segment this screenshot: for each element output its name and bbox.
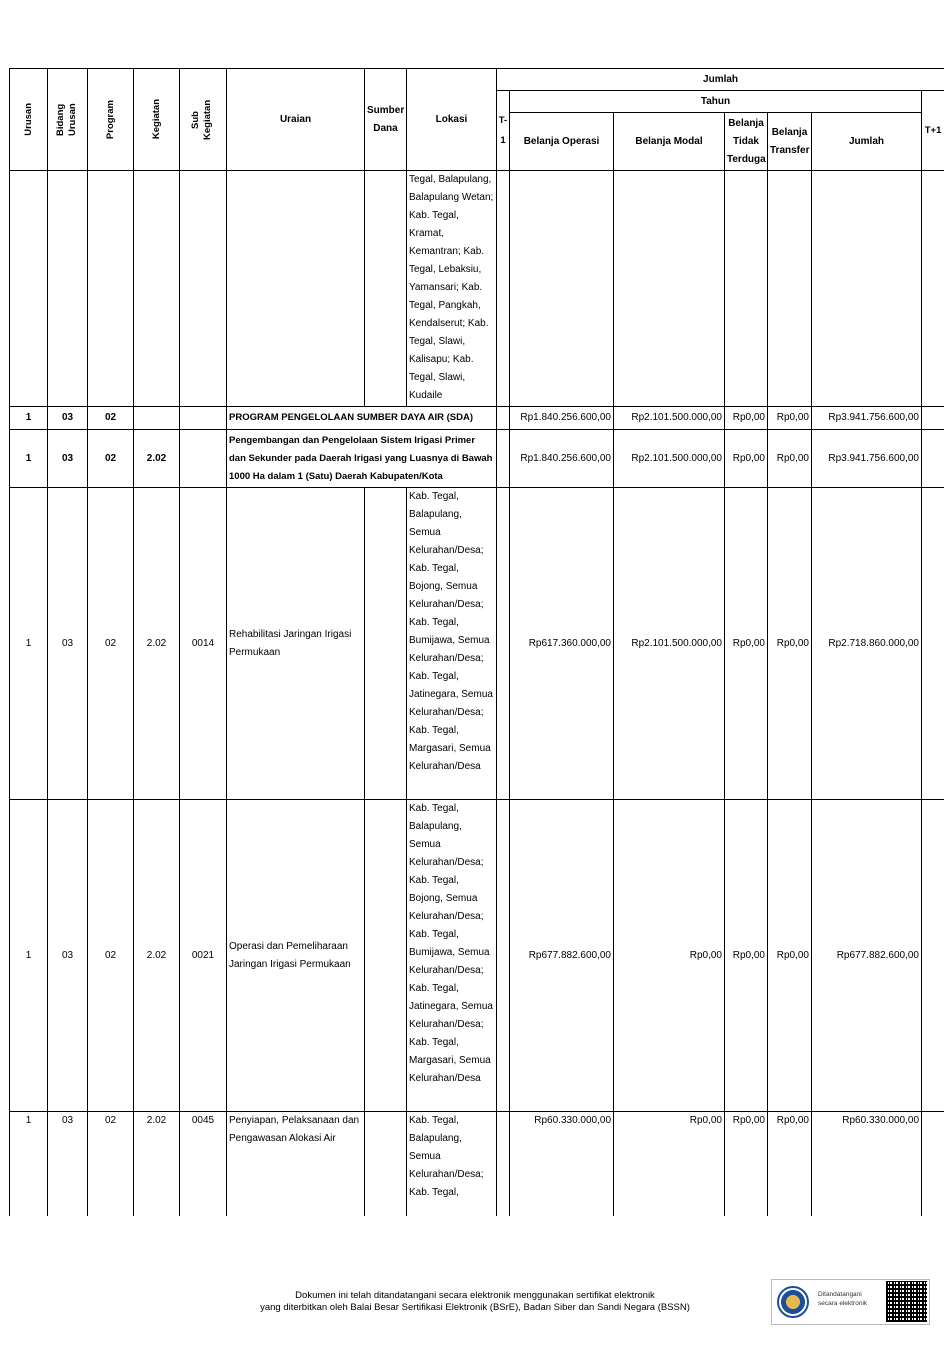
cell-program: 02 bbox=[88, 430, 134, 488]
cell-uraian: Operasi dan Pemeliharaan Jaringan Irigasi Permukaan bbox=[227, 800, 365, 1112]
cell-t-minus-1 bbox=[497, 1112, 510, 1217]
cell-jumlah: Rp2.718.860.000,00 bbox=[812, 488, 922, 800]
header-jumlah: Jumlah bbox=[812, 113, 922, 171]
table-row bbox=[10, 430, 945, 488]
e-signature-stamp bbox=[771, 1279, 930, 1325]
header-belanja-transfer: Belanja Transfer bbox=[768, 113, 812, 171]
cell-uraian: Pengembangan dan Pengelolaan Sistem Irigasi Primer dan Sekunder pada Daerah Irigasi yang Luasnya di Bawah 1000 Ha dalam 1 (Satu) Daerah Kabupaten/Kota bbox=[227, 430, 497, 488]
table-row bbox=[10, 800, 945, 1112]
header-tahun: Tahun bbox=[510, 91, 922, 113]
cell-sumber-dana bbox=[365, 800, 407, 1112]
cell-sumber-dana bbox=[365, 171, 407, 407]
cell-t-plus-1 bbox=[922, 407, 945, 430]
cell-t-minus-1 bbox=[497, 430, 510, 488]
cell-t-plus-1 bbox=[922, 171, 945, 407]
cell-belanja-operasi: Rp677.882.600,00 bbox=[510, 800, 614, 1112]
header-sub-kegiatan: Sub Kegiatan bbox=[180, 69, 227, 171]
cell-belanja-modal: Rp2.101.500.000,00 bbox=[614, 430, 725, 488]
cell-urusan: 1 bbox=[10, 430, 48, 488]
header-belanja-operasi: Belanja Operasi bbox=[510, 113, 614, 171]
cell-t-plus-1 bbox=[922, 800, 945, 1112]
cell-belanja-modal: Rp0,00 bbox=[614, 800, 725, 1112]
cell-jumlah bbox=[812, 171, 922, 407]
header-belanja-modal: Belanja Modal bbox=[614, 113, 725, 171]
header-uraian: Uraian bbox=[227, 69, 365, 171]
cell-belanja-tidak-terduga: Rp0,00 bbox=[725, 1112, 768, 1217]
budget-table-sheet bbox=[9, 68, 944, 1216]
cell-jumlah: Rp3.941.756.600,00 bbox=[812, 407, 922, 430]
cell-belanja-tidak-terduga: Rp0,00 bbox=[725, 407, 768, 430]
cell-sub-kegiatan: 0045 bbox=[180, 1112, 227, 1217]
cell-belanja-tidak-terduga: Rp0,00 bbox=[725, 430, 768, 488]
cell-jumlah: Rp677.882.600,00 bbox=[812, 800, 922, 1112]
header-kegiatan: Kegiatan bbox=[134, 69, 180, 171]
cell-belanja-modal: Rp2.101.500.000,00 bbox=[614, 407, 725, 430]
cell-urusan: 1 bbox=[10, 407, 48, 430]
stamp-text: Ditandatangani secara elektronik bbox=[818, 1291, 868, 1307]
cell-lokasi: Kab. Tegal, Balapulang, Semua Kelurahan/Desa; Kab. Tegal, bbox=[407, 1112, 497, 1217]
header-sumber-dana: Sumber Dana bbox=[365, 69, 407, 171]
cell-urusan: 1 bbox=[10, 1112, 48, 1217]
cell-t-minus-1 bbox=[497, 171, 510, 407]
cell-sub-kegiatan bbox=[180, 171, 227, 407]
budget-table bbox=[9, 68, 944, 1216]
cell-kegiatan: 2.02 bbox=[134, 430, 180, 488]
cell-sub-kegiatan: 0021 bbox=[180, 800, 227, 1112]
cell-urusan: 1 bbox=[10, 488, 48, 800]
cell-t-plus-1 bbox=[922, 488, 945, 800]
cell-bidang: 03 bbox=[48, 800, 88, 1112]
cell-program: 02 bbox=[88, 800, 134, 1112]
cell-bidang: 03 bbox=[48, 430, 88, 488]
cell-belanja-tidak-terduga: Rp0,00 bbox=[725, 800, 768, 1112]
cell-belanja-transfer: Rp0,00 bbox=[768, 430, 812, 488]
cell-belanja-modal bbox=[614, 171, 725, 407]
header-bidang-urusan: Bidang Urusan bbox=[48, 69, 88, 171]
cell-kegiatan: 2.02 bbox=[134, 1112, 180, 1217]
cell-t-minus-1 bbox=[497, 488, 510, 800]
cell-bidang bbox=[48, 171, 88, 407]
cell-belanja-transfer: Rp0,00 bbox=[768, 488, 812, 800]
cell-t-plus-1 bbox=[922, 1112, 945, 1217]
cell-belanja-transfer: Rp0,00 bbox=[768, 407, 812, 430]
cell-jumlah: Rp3.941.756.600,00 bbox=[812, 430, 922, 488]
header-t-minus-1: T-1 bbox=[497, 91, 510, 171]
cell-lokasi: Kab. Tegal, Balapulang, Semua Kelurahan/Desa; Kab. Tegal, Bojong, Semua Kelurahan/Desa; Kab. Tegal, Bumijawa, Semua Kelurahan/Desa; Kab. Tegal, Jatinegara, Semua Kelurahan/Desa; Kab. Tegal, Margasari, Semua Kelurahan/Desa bbox=[407, 800, 497, 1112]
cell-kegiatan bbox=[134, 171, 180, 407]
bssn-seal-icon bbox=[777, 1286, 809, 1318]
cell-belanja-transfer bbox=[768, 171, 812, 407]
cell-bidang: 03 bbox=[48, 1112, 88, 1217]
table-row bbox=[10, 407, 945, 430]
cell-bidang: 03 bbox=[48, 488, 88, 800]
cell-program: 02 bbox=[88, 488, 134, 800]
cell-kegiatan bbox=[134, 407, 180, 430]
cell-belanja-operasi bbox=[510, 171, 614, 407]
header-urusan: Urusan bbox=[10, 69, 48, 171]
header-program: Program bbox=[88, 69, 134, 171]
table-row bbox=[10, 171, 945, 407]
cell-urusan bbox=[10, 171, 48, 407]
cell-jumlah: Rp60.330.000,00 bbox=[812, 1112, 922, 1217]
cell-lokasi: Tegal, Balapulang, Balapulang Wetan; Kab. Tegal, Kramat, Kemantran; Kab. Tegal, Lebaksiu, Yamansari; Kab. Tegal, Pangkah, Kendalserut; Kab. Tegal, Slawi, Kalisapu; Kab. Tegal, Slawi, Kudaile bbox=[407, 171, 497, 407]
header-t-plus-1: T+1 bbox=[922, 91, 945, 171]
cell-sub-kegiatan bbox=[180, 407, 227, 430]
signature-notice-line-1: Dokumen ini telah ditandatangani secara elektronik menggunakan sertifikat elektronik bbox=[295, 1290, 655, 1301]
cell-belanja-tidak-terduga: Rp0,00 bbox=[725, 488, 768, 800]
cell-program: 02 bbox=[88, 1112, 134, 1217]
cell-belanja-operasi: Rp60.330.000,00 bbox=[510, 1112, 614, 1217]
cell-kegiatan: 2.02 bbox=[134, 488, 180, 800]
cell-uraian: Rehabilitasi Jaringan Irigasi Permukaan bbox=[227, 488, 365, 800]
signature-notice bbox=[170, 1290, 780, 1314]
cell-belanja-transfer: Rp0,00 bbox=[768, 800, 812, 1112]
header-lokasi: Lokasi bbox=[407, 69, 497, 171]
cell-uraian: Penyiapan, Pelaksanaan dan Pengawasan Alokasi Air bbox=[227, 1112, 365, 1217]
cell-belanja-modal: Rp0,00 bbox=[614, 1112, 725, 1217]
cell-sub-kegiatan bbox=[180, 430, 227, 488]
cell-t-minus-1 bbox=[497, 407, 510, 430]
cell-sumber-dana bbox=[365, 1112, 407, 1217]
cell-belanja-operasi: Rp1.840.256.600,00 bbox=[510, 430, 614, 488]
cell-belanja-tidak-terduga bbox=[725, 171, 768, 407]
cell-lokasi: Kab. Tegal, Balapulang, Semua Kelurahan/Desa; Kab. Tegal, Bojong, Semua Kelurahan/Desa; Kab. Tegal, Bumijawa, Semua Kelurahan/Desa; Kab. Tegal, Jatinegara, Semua Kelurahan/Desa; Kab. Tegal, Margasari, Semua Kelurahan/Desa bbox=[407, 488, 497, 800]
cell-bidang: 03 bbox=[48, 407, 88, 430]
cell-sub-kegiatan: 0014 bbox=[180, 488, 227, 800]
cell-program bbox=[88, 171, 134, 407]
cell-program: 02 bbox=[88, 407, 134, 430]
cell-belanja-operasi: Rp617.360.000,00 bbox=[510, 488, 614, 800]
cell-uraian: PROGRAM PENGELOLAAN SUMBER DAYA AIR (SDA) bbox=[227, 407, 497, 430]
header-belanja-tidak-terduga: Belanja Tidak Terduga bbox=[725, 113, 768, 171]
cell-belanja-transfer: Rp0,00 bbox=[768, 1112, 812, 1217]
cell-belanja-operasi: Rp1.840.256.600,00 bbox=[510, 407, 614, 430]
header-jumlah-group: Jumlah bbox=[497, 69, 945, 91]
cell-kegiatan: 2.02 bbox=[134, 800, 180, 1112]
table-row bbox=[10, 1112, 945, 1217]
cell-t-minus-1 bbox=[497, 800, 510, 1112]
cell-belanja-modal: Rp2.101.500.000,00 bbox=[614, 488, 725, 800]
qr-code-icon bbox=[886, 1281, 927, 1322]
cell-t-plus-1 bbox=[922, 430, 945, 488]
cell-urusan: 1 bbox=[10, 800, 48, 1112]
signature-notice-line-2: yang diterbitkan oleh Balai Besar Sertifikasi Elektronik (BSrE), Badan Siber dan Sandi Negara (BSSN) bbox=[260, 1302, 690, 1313]
cell-sumber-dana bbox=[365, 488, 407, 800]
cell-uraian bbox=[227, 171, 365, 407]
table-row bbox=[10, 488, 945, 800]
